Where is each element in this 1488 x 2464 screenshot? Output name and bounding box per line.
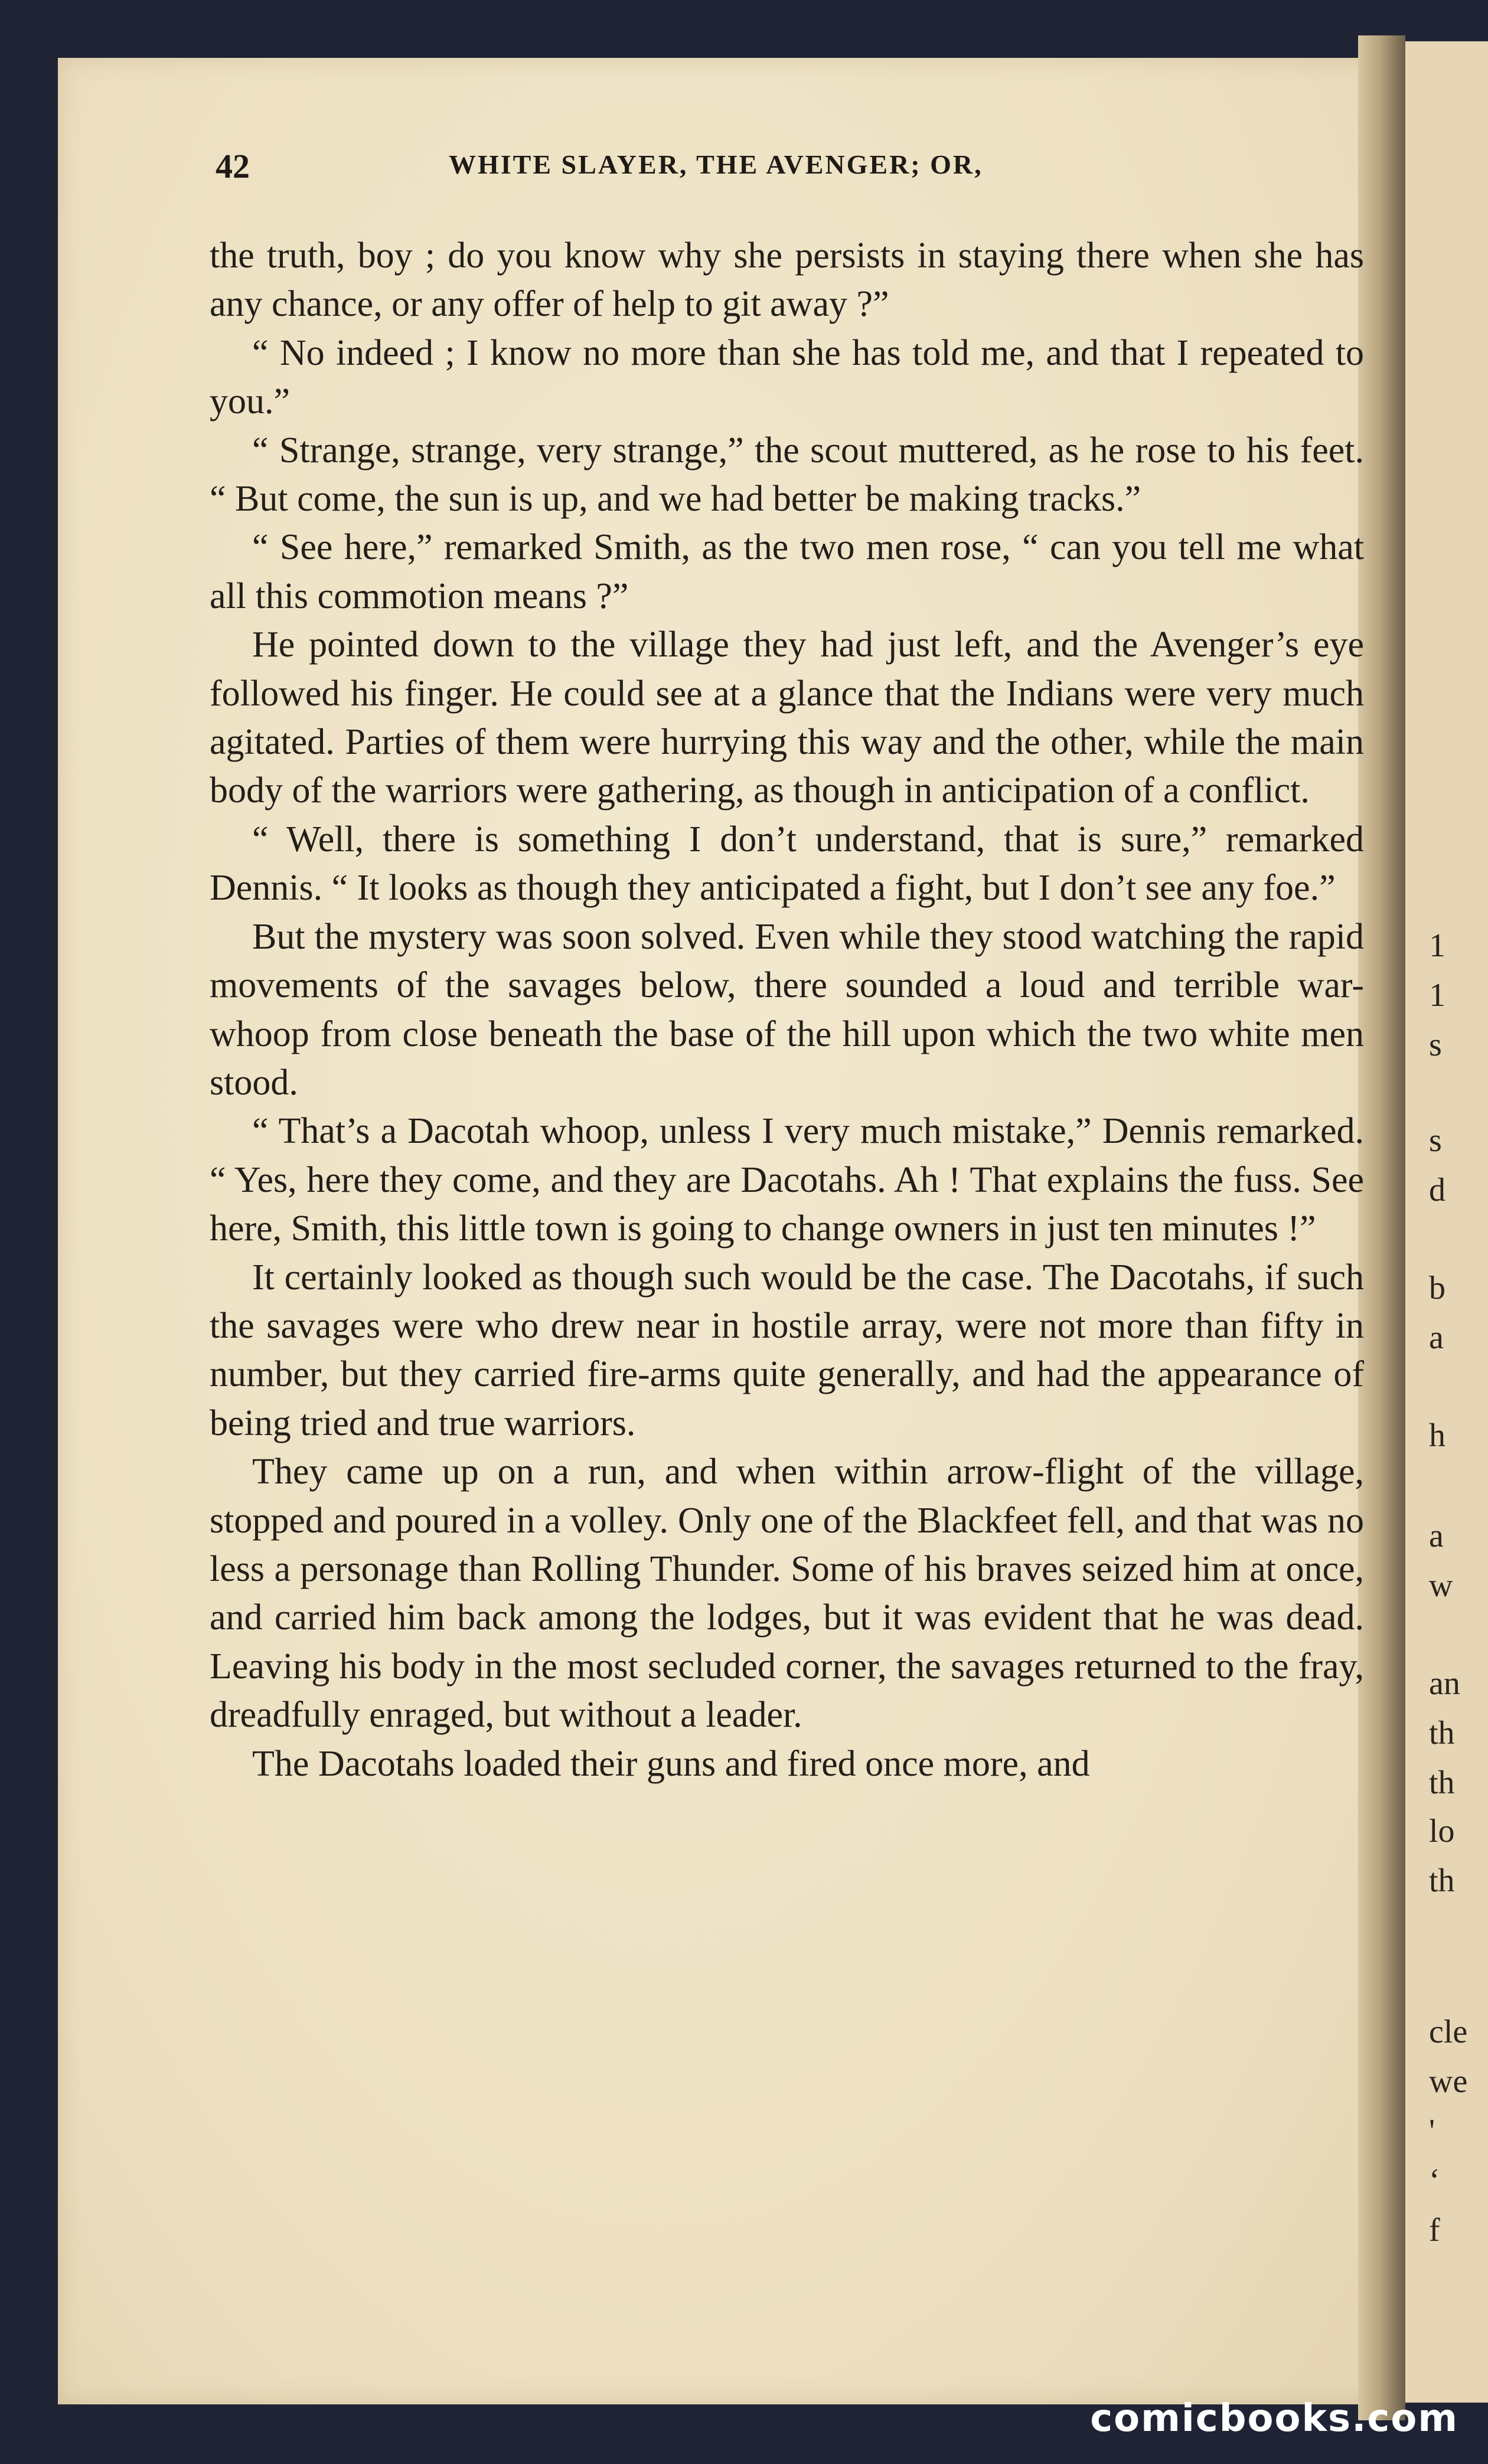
next-page-fragment: ' [1429,2113,1435,2149]
paragraph: the truth, boy ; do you know why she persists in staying there when she has any chance, or any offer of help to git away ?” [210,236,1364,325]
paragraph: The Dacotahs loaded their guns and fired once more, and [252,1743,1090,1784]
next-page-fragment: we [1429,2063,1468,2100]
next-page-fragment: lo [1429,1813,1455,1849]
paragraph: “ That’s a Dacotah whoop, unless I very much mistake,” Dennis remarked. “ Yes, here they come, and they are Dacotahs. Ah ! That explains the fuss. See here, Smith, this little town is going to change owners in just ten minutes !” [210,1111,1364,1249]
next-page-fragment: an [1429,1665,1460,1702]
next-page-fragment: th [1429,1862,1455,1899]
next-page-fragment: cle [1429,2014,1468,2050]
next-page-fragment: d [1429,1172,1445,1208]
next-page-fragment: 1 [1429,977,1445,1014]
next-page-fragment: ‘ [1429,2162,1440,2199]
running-head: WHITE SLAYER, THE AVENGER; OR, [449,149,983,179]
paragraph: But the mystery was soon solved. Even while they stood watching the rapid movements of the savages below, there sounded a loud and terrible war-whoop from close beneath the base of the hill upon which the two white men stood. [210,916,1364,1103]
next-page-fragment: th [1429,1764,1455,1801]
next-page-fragment: a [1429,1518,1444,1554]
next-page-fragment: b [1429,1270,1445,1306]
paragraph: “ Strange, strange, very strange,” the scout muttered, as he rose to his feet. “ But come, the sun is up, and we had better be making tracks.” [210,430,1364,519]
body-text [210,231,1364,1788]
next-page-fragment: w [1429,1567,1453,1604]
paragraph: “ No indeed ; I know no more than she has told me, and that I repeated to you.” [210,332,1364,422]
next-page-fragment: th [1429,1715,1455,1751]
site-watermark: comicbooks.com [1090,2397,1458,2440]
adjacent-page-edge [1405,41,1488,2403]
paragraph: He pointed down to the village they had just left, and the Avenger’s eye followed his finger. He could see at a glance that the Indians were very much agitated. Parties of them were hurrying this way and the other, while the main body of the warriors were gathering, as though in anticipation of a conflict. [210,625,1364,811]
page-number: 42 [216,147,250,185]
page-header [216,146,1361,188]
paragraph: “ Well, there is something I don’t understand, that is sure,” remarked Dennis. “ It looks as though they anticipated a fight, but I don’t see any foe.” [210,819,1364,909]
next-page-fragment: 1 [1429,927,1445,964]
next-page-fragment: s [1429,1122,1442,1159]
book-gutter [1358,35,1405,2420]
next-page-fragment: h [1429,1417,1445,1454]
next-page-fragment: f [1429,2212,1440,2249]
paragraph: “ See here,” remarked Smith, as the two men rose, “ can you tell me what all this commotion means ?” [210,527,1364,616]
paragraph: It certainly looked as though such would be the case. The Dacotahs, if such the savages were who drew near in hostile array, were not more than fifty in number, but they carried fire-arms quite generally, and had the appearance of being tried and true warriors. [210,1257,1364,1443]
next-page-fragment: s [1429,1027,1442,1063]
next-page-fragment: a [1429,1319,1444,1356]
paragraph: They came up on a run, and when within arrow-flight of the village, stopped and poured in a volley. Only one of the Blackfeet fell, and that was no less a personage than Rolling Thunder. Some of his braves seized him at once, and carried him back among the lodges, but it was evident that he was dead. Leaving his body in the most secluded corner, the savages returned to the fray, dreadfully enraged, but without a leader. [210,1452,1364,1736]
